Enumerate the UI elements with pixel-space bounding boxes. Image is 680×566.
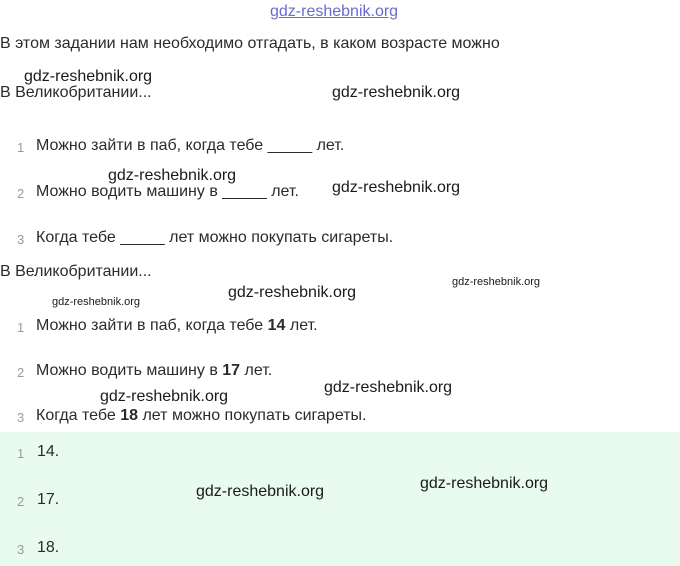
sentence-part: лет.	[240, 362, 273, 379]
filled-answer: 18	[120, 407, 139, 424]
filled-number: 1	[17, 320, 25, 335]
filled-answer: 17	[222, 362, 241, 379]
question-text: Когда тебе _____ лет можно покупать сигареты.	[36, 229, 394, 246]
answer-number: 2	[17, 494, 25, 509]
sentence-part: лет можно покупать сигареты.	[138, 407, 367, 424]
filled-number: 2	[17, 365, 25, 380]
answer-number: 1	[17, 446, 25, 461]
sentence-part: Можно зайти в паб, когда тебе	[36, 317, 268, 334]
watermark: gdz-reshebnik.org	[228, 284, 357, 301]
answer-number: 3	[17, 542, 25, 557]
sentence-part: Когда тебе	[36, 407, 121, 424]
filled-sentence	[36, 407, 366, 425]
watermark-top: gdz-reshebnik.org	[270, 3, 399, 20]
answer-value: 14.	[37, 443, 60, 460]
question-text: Можно зайти в паб, когда тебе _____ лет.	[36, 137, 345, 154]
watermark: gdz-reshebnik.org	[332, 179, 461, 196]
question-number: 3	[17, 232, 25, 247]
intro-text: В этом задании нам необходимо отгадать, в каком возрасте можно	[0, 35, 500, 52]
watermark: gdz-reshebnik.org	[452, 276, 541, 288]
watermark: gdz-reshebnik.org	[332, 84, 461, 101]
sentence-part: Можно водить машину в	[36, 362, 223, 379]
watermark: gdz-reshebnik.org	[420, 475, 549, 492]
question-number: 1	[17, 140, 25, 155]
watermark: gdz-reshebnik.org	[52, 296, 141, 308]
watermark: gdz-reshebnik.org	[108, 167, 237, 184]
filled-answer: 14	[267, 317, 286, 334]
answer-value: 18.	[37, 539, 60, 556]
watermark: gdz-reshebnik.org	[196, 483, 325, 500]
watermark: gdz-reshebnik.org	[100, 388, 229, 405]
answer-value: 17.	[37, 491, 60, 508]
watermark: gdz-reshebnik.org	[24, 68, 153, 85]
filled-number: 3	[17, 410, 25, 425]
question-text: Можно водить машину в _____ лет.	[36, 183, 299, 200]
sentence-part: лет.	[285, 317, 318, 334]
question-number: 2	[17, 186, 25, 201]
section-heading: В Великобритании...	[0, 84, 152, 101]
filled-sentence	[36, 362, 272, 380]
filled-sentence	[36, 317, 318, 335]
answers-panel	[0, 432, 680, 566]
filled-heading: В Великобритании...	[0, 263, 152, 280]
watermark: gdz-reshebnik.org	[324, 379, 453, 396]
